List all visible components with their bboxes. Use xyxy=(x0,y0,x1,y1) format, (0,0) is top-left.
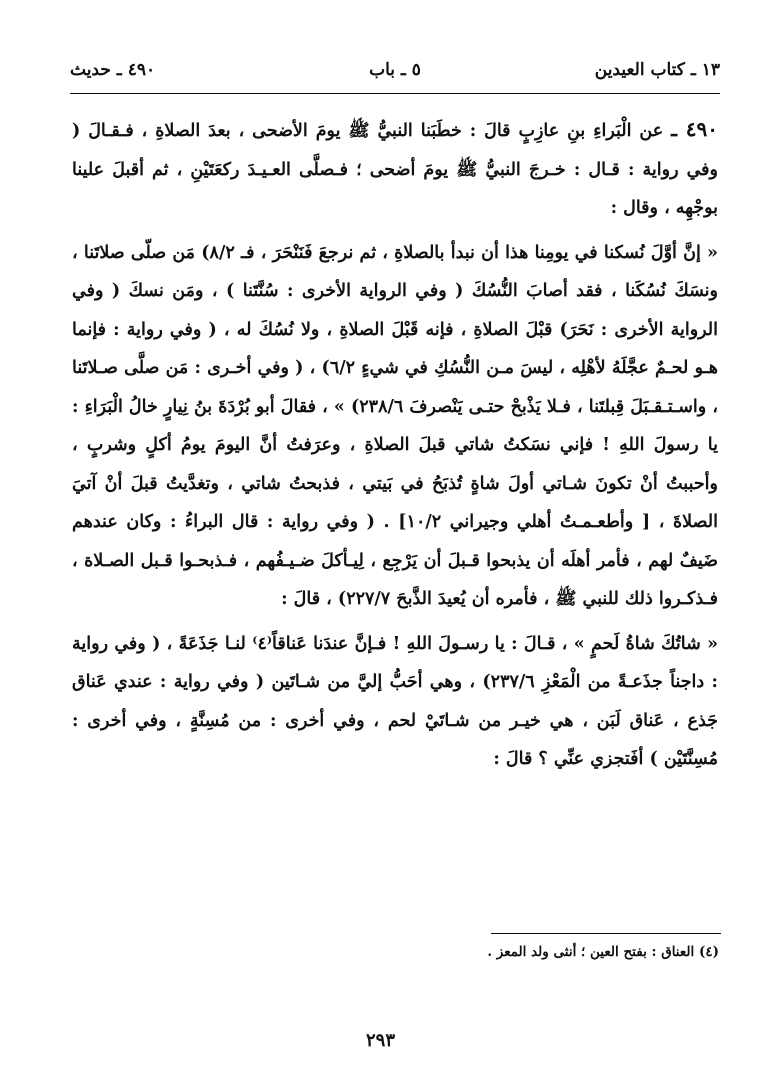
running-header xyxy=(70,60,720,88)
hadith-intro-text: عن الْبَراءِ بنِ عازِبٍ قالَ : خطَبَنا النبيُّ ﷺ يومَ الأضحى ، بعدَ الصلاةِ ، فـقـالَ ( وفي رواية : قـال : خـرجَ النبيُّ ﷺ يومَ أضحى ؛ فـصلَّى العـيـدَ ركعَتَيْنِ ، ثم أقبلَ علينا بوجْهِه ، وقال : xyxy=(72,121,718,218)
hadith-number: ٤٩٠ ـ xyxy=(671,117,718,141)
section-title: ٥ ـ باب xyxy=(369,60,421,80)
footnote-divider xyxy=(491,933,721,934)
hadith-quote-1: « إنَّ أوَّلَ نُسكنا في يومِنا هذا أن نبدأ بالصلاةِ ، ثم نرجعَ فَنَنْحَرَ ، فـ ٨/٢) مَن صلّى صلاتَنا ، ونسَكَ نُسُكَنا ، فقد أصابَ النُّسُكَ ( وفي الرواية الأخرى : سُنَّتَنا ) ، ومَن نسكَ ( وفي الرواية الأخرى : نَحَرَ) قبْلَ الصلاةِ ، فإنه قَبْلَ الصلاةِ ، ولا نُسُكَ له ، ( وفي رواية : فإنما هـو لحـمٌ عجَّلَهُ لأهْلِه ، ليسَ مـن النُّسُكِ في شيءٍ ٦/٢) ، ( وفي أخـرى : مَن صلَّى صـلاتَنا ، واسـتـقـبَلَ قِبلتَنا ، فـلا يَذْبحْ حتـى يَنْصرفَ ٢٣٨/٦) » ، فقالَ أبو بُرْدَةَ بنُ نِيارٍ خالُ الْبَرَاءِ : يا رسولَ اللهِ ! فإني نسَكتُ شاتي قبلَ الصلاةِ ، وعرَفتُ أنَّ اليومَ يومُ أكلٍ وشربٍ ، وأحببتُ أنْ تكونَ شـاتي أولَ شاةٍ تُذبَحُ في بَيتي ، فذبحتُ شاتي ، وتغدَّيتُ قبلَ أنْ آتيَ الصلاةَ ، [ وأطعـمـتُ أهلي وجيراني ١٠/٢] . ( وفي رواية : قال البراءُ : وكان عندهم ضَيفٌ لهم ، فأمر أهلَه أن يذبحوا قـبلَ أن يَرْجِع ، لِيـأكلَ ضـيـفُهم ، فـذبحـوا قـبل الصـلاة ، فـذكـروا ذلك للنبي ﷺ ، فأمره أن يُعيدَ الذَّبحَ ٢٢٧/٧) ، قالَ : xyxy=(72,242,718,609)
hadith-reference: ٤٩٠ ـ حديث xyxy=(70,60,156,80)
main-text xyxy=(72,110,718,785)
page-number: ٢٩٣ xyxy=(365,1030,395,1051)
hadith-quote-2: « شاتُكَ شاةُ لَحمٍ » ، قـالَ : يا رسـولَ اللهِ ! فـإنَّ عندَنا عَناقاً⁽٤⁾ لنـا جَذَعَةً ، ( وفي رواية : داجناً جذَعـةً من الْمَعْزِ ٢٣٧/٦) ، وهي أحَبُّ إليَّ من شـاتَين ( وفي رواية : عندي عَناق جَذع ، عَناق لَبَن ، هي خيـر من شـاتَيْ لحم ، وفي أخرى : من مُسِنَّةٍ ، وفي أخرى : مُسِنَّتَيْن ) أفَتجزي عنِّي ؟ قالَ : xyxy=(72,633,719,769)
header-divider xyxy=(70,93,720,94)
chapter-title: ١٣ ـ كتاب العيدين xyxy=(594,60,720,80)
hadith-intro-paragraph xyxy=(72,110,718,228)
footnote: (٤) العناق : بفتح العين ؛ أنثى ولد المعز . xyxy=(487,944,719,960)
